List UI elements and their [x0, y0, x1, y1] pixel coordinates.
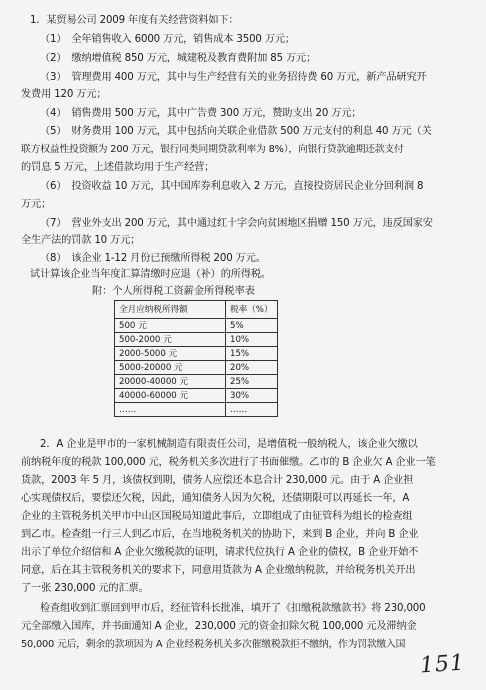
text-line: 前纳税年度的税款 100,000 元，税务机关多次进行了书面催缴。乙市的 B 企业欠 A 企业一笔 [21, 457, 436, 468]
text-line: （6） 投资收益 10 万元，其中国库券利息收入 2 万元，直接投资居民企业分回利润 8 [40, 181, 424, 192]
text-line: （8） 该企业 1-12 月份已预缴所得税 200 万元。 [40, 253, 266, 264]
text-line: 联方权益性投资额为 200 万元，银行同类同期贷款利率为 8%），向银行贷款逾期还款支付 [21, 144, 404, 155]
text-line: 同意，后在其主管税务机关的要求下，同意用货款为 A 企业缴纳税款，并给税务机关开出 [21, 565, 416, 576]
text-line: 元全部缴入国库，并书面通知 A 企业，230,000 元的资金扣除欠税 100,000 元及滞纳金 [21, 621, 417, 632]
rate-cell: 10% [226, 333, 278, 347]
table-row [115, 333, 278, 347]
question-2-title: 2．A 企业是甲市的一家机械制造有限责任公司，是增值税一般纳税人，该企业欠缴以 [40, 439, 418, 450]
column-header-income: 全月应纳税所得额 [115, 301, 226, 319]
table-row [115, 347, 278, 361]
income-cell: …… [115, 403, 226, 417]
text-line: 到乙市。检查组一行三人到乙市后，在当地税务机关的协助下，来到 B 企业，并向 B 企业 [21, 529, 419, 540]
text-line: 全生产法的罚款 10 万元； [21, 235, 141, 246]
text-line: 万元； [21, 199, 52, 210]
text-line: （3） 管理费用 400 万元，其中与生产经营有关的业务招待费 60 万元，新产品研究开 [40, 72, 427, 83]
rate-cell: 20% [226, 361, 278, 375]
question-1-task: 试计算该企业当年度汇算清缴时应退（补）的所得税。 [30, 269, 271, 280]
table-row [115, 375, 278, 389]
tax-rate-table [114, 300, 278, 417]
rate-cell: 30% [226, 389, 278, 403]
text-line: 检查组收到汇票回到甲市后，经征管科长批准，填开了《扣缴税款缴款书》将 230,000 [40, 603, 426, 614]
text-line: （7） 营业外支出 200 万元，其中通过红十字会向贫困地区捐赠 150 万元，违反国家安 [40, 218, 433, 229]
rate-cell: 15% [226, 347, 278, 361]
text-line: （4） 销售费用 500 万元，其中广告费 300 万元，赞助支出 20 万元； [40, 108, 362, 119]
income-cell: 500 元 [115, 319, 226, 333]
table-row [115, 389, 278, 403]
table-caption: 附：个人所得税工资薪金所得税率表 [92, 286, 255, 297]
income-cell: 500-2000 元 [115, 333, 226, 347]
handwritten-page-number: 151 [419, 650, 466, 679]
column-header-rate: 税率（%） [226, 301, 278, 319]
rate-cell: 5% [226, 319, 278, 333]
rate-cell: …… [226, 403, 278, 417]
question-1-title: 1．某贸易公司 2009 年度有关经营资料如下： [30, 15, 239, 26]
text-line: 货款，2003 年 5 月，该债权到期，债务人应偿还本息合计 230,000 元。由于 A 企业担 [21, 475, 414, 486]
income-cell: 40000-60000 元 [115, 389, 226, 403]
text-line: 出示了单位介绍信和 A 企业欠缴税款的证明，请求代位执行 A 企业的债权，B 企业开始不 [21, 547, 419, 558]
table-row [115, 319, 278, 333]
text-line: 50,000 元后，剩余的款项因为 A 企业经税务机关多次催缴税款拒不缴纳，作为罚款缴入国 [21, 639, 406, 650]
income-cell: 20000-40000 元 [115, 375, 226, 389]
income-cell: 5000-20000 元 [115, 361, 226, 375]
table-row [115, 403, 278, 417]
text-line: 心实现债权后，要偿还欠税，因此，通知债务人因为欠税，还债期限可以再延长一年，A [21, 493, 410, 504]
text-line: （5） 财务费用 100 万元，其中包括向关联企业借款 500 万元支付的利息 40 万元（关 [40, 126, 432, 137]
rate-cell: 25% [226, 375, 278, 389]
text-line: 了一张 230,000 元的汇票。 [21, 583, 149, 594]
table-header-row [115, 301, 278, 319]
text-line: （1） 全年销售收入 6000 万元，销售成本 3500 万元； [40, 34, 295, 45]
text-line: 企业的主管税务机关甲市中山区国税局知道此事后，立即组成了由征管科为组长的检查组 [21, 511, 413, 522]
text-line: 发费用 120 万元； [21, 89, 107, 100]
text-line: 的罚息 5 万元，上述借款均用于生产经营； [21, 162, 215, 173]
table-row [115, 361, 278, 375]
text-line: （2） 缴纳增值税 850 万元，城建税及教育费附加 85 万元； [40, 53, 317, 64]
income-cell: 2000-5000 元 [115, 347, 226, 361]
